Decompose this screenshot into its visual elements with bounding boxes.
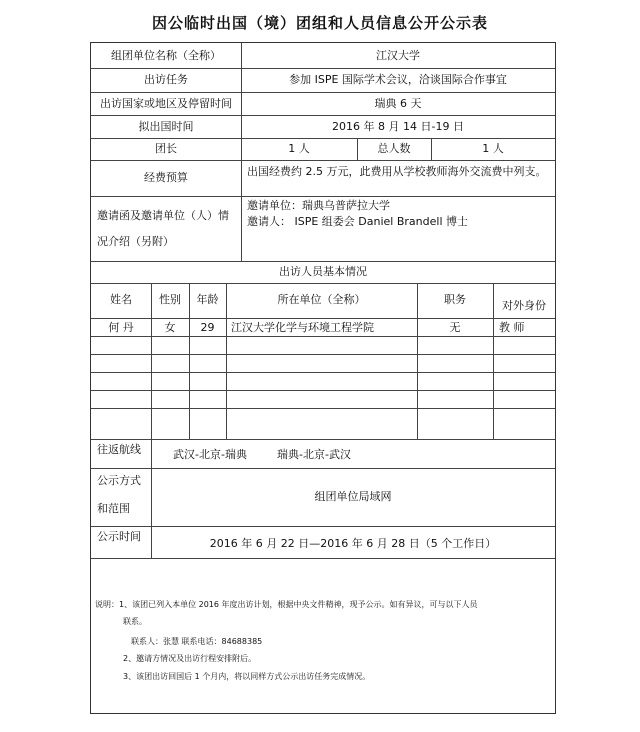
invitation-label-line2: 况介绍（另附）	[97, 235, 174, 248]
destination-value: 瑞典 6 天	[374, 97, 422, 110]
invitation-unit: 邀请单位：瑞典乌普萨拉大学	[247, 199, 390, 212]
budget-value: 出国经费约 2.5 万元，此费用从学校教师海外交流费中列支。	[247, 165, 547, 178]
budget-label: 经费预算	[144, 171, 188, 184]
member-gender: 女	[164, 321, 176, 334]
departure-date-value: 2016 年 8 月 14 日-19 日	[332, 120, 464, 133]
route-return: 瑞典-北京-武汉	[277, 448, 351, 461]
org-value: 江汉大学	[376, 49, 420, 62]
header-name: 姓名	[110, 293, 132, 306]
info-table	[90, 42, 556, 714]
leader-value: 1 人	[288, 142, 310, 155]
header-identity: 对外身份	[502, 299, 546, 312]
total-label: 总人数	[377, 142, 411, 155]
destination-label: 出访国家或地区及停留时间	[100, 97, 232, 110]
member-position: 无	[449, 321, 461, 334]
note-line-1: 说明：1、该团已列入本单位 2016 年度出访计划，根据中央文件精神，现予公示。如有异议，可与以下人员	[95, 600, 478, 609]
scope-label-line1: 公示方式	[97, 474, 141, 487]
org-label: 组团单位名称（全称）	[111, 49, 221, 62]
note-line-4: 3、该团出访回国后 1 个月内，将以同样方式公示出访任务完成情况。	[123, 672, 371, 681]
route-label: 往返航线	[97, 443, 141, 456]
member-unit: 江汉大学化学与环境工程学院	[231, 321, 374, 334]
invitation-label-line1: 邀请函及邀请单位（人）情	[97, 209, 229, 222]
note-contact: 联系人：张慧 联系电话：84688385	[131, 637, 263, 646]
note-line-3: 2、邀请方情况及出访行程安排附后。	[123, 654, 257, 663]
task-label: 出访任务	[144, 73, 188, 86]
header-gender: 性别	[159, 293, 181, 306]
member-identity: 教 师	[499, 321, 525, 334]
header-position: 职务	[444, 293, 466, 306]
period-value: 2016 年 6 月 22 日—2016 年 6 月 28 日（5 个工作日）	[209, 537, 497, 550]
header-unit: 所在单位（全称）	[277, 293, 366, 306]
invitation-person: 邀请人： ISPE 组委会 Daniel Brandell 博士	[247, 215, 468, 228]
task-value: 参加 ISPE 国际学术会议，洽谈国际合作事宜	[289, 73, 507, 86]
leader-label: 团长	[155, 142, 177, 155]
member-name: 何 丹	[108, 321, 134, 334]
members-section-title: 出访人员基本情况	[279, 265, 367, 278]
route-outbound: 武汉-北京-瑞典	[173, 448, 247, 461]
page-title: 因公临时出国（境）团组和人员信息公开公示表	[151, 14, 488, 32]
header-age: 年龄	[196, 293, 219, 306]
scope-value: 组团单位局域网	[314, 490, 392, 503]
note-line-2: 联系。	[123, 617, 147, 626]
total-value: 1 人	[482, 142, 504, 155]
departure-date-label: 拟出国时间	[138, 120, 194, 133]
period-label: 公示时间	[97, 530, 141, 543]
scope-label-line2: 和范围	[97, 502, 130, 515]
member-age: 29	[200, 321, 215, 334]
